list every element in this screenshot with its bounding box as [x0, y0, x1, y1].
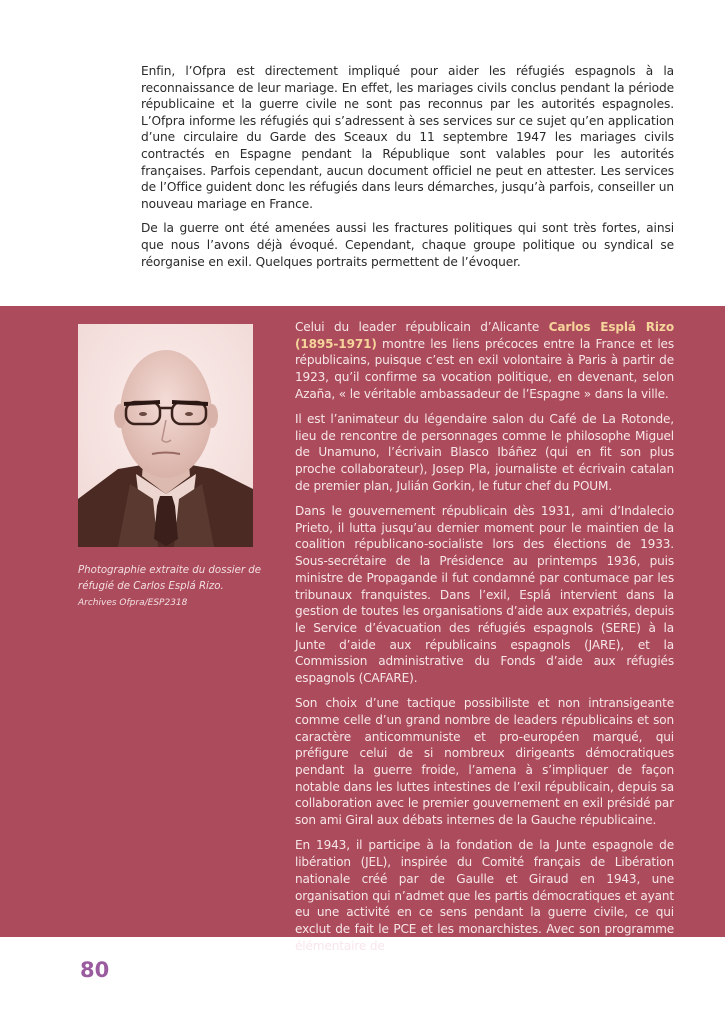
highlighted-person-name: Carlos Esplá Rizo (1895-1971) [295, 320, 674, 351]
intro-text [141, 63, 674, 278]
caption-archive-reference: Archives Ofpra/ESP2318 [78, 598, 188, 609]
portrait-image-icon [78, 324, 253, 547]
bio-paragraph: Dans le gouvernement républicain dès 1931, ami d’Indalecio Prieto, il lutta jusqu’au dernier moment pour le maintien de la coalition républicano-socialiste lors des élections de 1933. Sous-secrétaire de la Présidence au printemps 1936, puis ministre de Propagande il fut condamné par contumace par les tribunaux franquistes. Dans l’exil, Esplá intervient dans la gestion de toutes les organisations d’aide aux expatriés, depuis le Service d’évacuation des réfugiés espagnols (SERE) à la Junte d’aide aux républicains espagnols (JARE), et la Commission administrative du Fonds d’aide aux réfugiés espagnols (CAFARE). [295, 504, 674, 686]
portrait-photo [78, 324, 253, 547]
bio-paragraph [295, 319, 674, 403]
bio-intro-text: Celui du leader républicain d’Alicante [295, 320, 549, 334]
bio-paragraph: En 1943, il participe à la fondation de la Junte espagnole de libération (JEL), inspirée du Comité français de Libération nationale créé par de Gaulle et Giraud en 1943, une organisation qui n’admet que les partis démocratiques et ayant eu une activité en ce sens pendant la guerre civile, ce qui exclut de fait le PCE et les monarchistes. Avec son programme élémentaire de [295, 838, 674, 953]
caption-text: Photographie extraite du dossier de réfugié de Carlos Esplá Rizo. [78, 565, 262, 593]
photo-caption [78, 563, 268, 612]
biography-text [295, 319, 674, 963]
intro-paragraph: Enfin, l’Ofpra est directement impliqué pour aider les réfugiés espagnols à la reconnaissance de leur mariage. En effet, les mariages civils conclus pendant la période républicaine et la guerre civile ne sont pas reconnus par les autorités espagnoles. L’Ofpra informe les réfugiés qui s’adressent à ses services sur ce sujet qu’en application d’une circulaire du Garde des Sceaux du 11 septembre 1947 les mariages civils contractés en Espagne pendant la République sont valables pour les autorités françaises. Parfois cependant, aucun document officiel ne peut en attester. Les services de l’Office guident donc les réfugiés dans leurs démarches, jusqu’à parfois, conseiller un nouveau mariage en France. [141, 64, 674, 211]
bio-paragraph: Son choix d’une tactique possibiliste et non intransigeante comme celle d’un grand nombre de leaders républicains et son caractère anticommuniste et pro-européen marqué, qui préfigure celui de si nombreux dirigeants démocratiques pendant la guerre froide, l’amena à s’impliquer de façon notable dans les luttes intestines de l’exil républicain, depuis sa collaboration avec le premier gouvernement en exil présidé par son ami Giral aux débats internes de la Gauche républicaine. [295, 696, 674, 828]
page-number: 80 [80, 958, 110, 982]
intro-paragraph: De la guerre ont été amenées aussi les fractures politiques qui sont très fortes, ainsi que nous l’avons déjà évoqué. Cependant, chaque groupe politique ou syndical se réorganise en exil. Quelques portraits permettent de l’évoquer. [141, 221, 674, 269]
bio-paragraph: Il est l’animateur du légendaire salon du Café de La Rotonde, lieu de rencontre de personnages comme le philosophe Miguel de Unamuno, l’écrivain Blasco Ibáñez (qui en fit son plus proche collaborateur), Josep Pla, journaliste et écrivain catalan de premier plan, Julián Gorkin, le futur chef du POUM. [295, 412, 674, 493]
biography-panel [0, 306, 725, 953]
bio-intro-continued: montre les liens précoces entre la France et les républicains, puisque c’est en exil volontaire à Paris à partir de 1923, qu’il confirme sa vocation politique, en devenant, selon Azaña, « le véritable ambassadeur de l’Espagne » dans la ville. [295, 336, 674, 401]
